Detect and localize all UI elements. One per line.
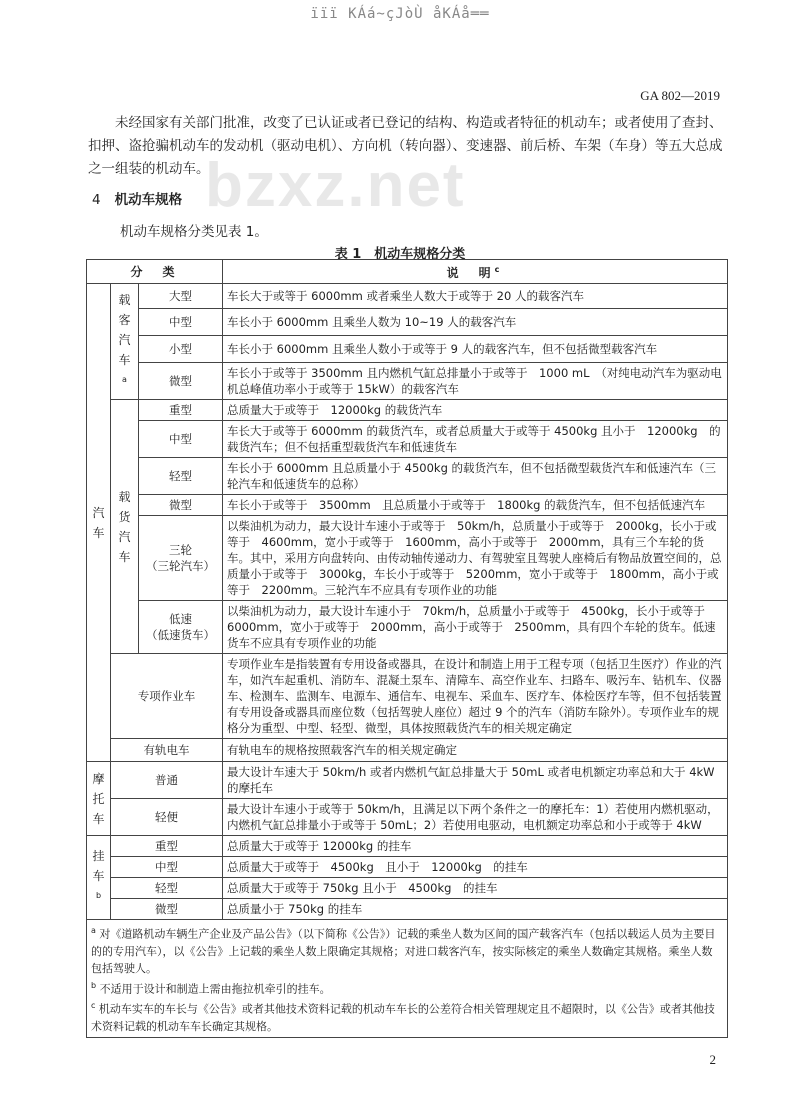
row-type-line1: 三轮: [169, 543, 192, 557]
table-header-row: [87, 260, 728, 284]
vertical-char: 载: [118, 293, 131, 307]
group-moto-label: [87, 769, 110, 829]
group-passenger: [111, 284, 139, 400]
vertical-char: 汽: [118, 333, 131, 347]
group-passenger-note: a: [122, 375, 127, 384]
table-row: [87, 799, 728, 836]
standard-number: GA 802—2019: [640, 88, 720, 103]
group-auto-label: [87, 503, 110, 543]
row-type: 重型: [111, 836, 223, 857]
footnote-a: [91, 922, 723, 977]
row-type: 重型: [139, 400, 223, 421]
section-heading: [92, 188, 182, 208]
table-row: [87, 400, 728, 421]
intro-paragraph: 未经国家有关部门批准，改变了已认证或者已登记的结构、构造或者特征的机动车；或者使用了查封、扣押、盗抢骗机动车的发动机（驱动电机）、方向机（转向器）、变速器、前后桥、车架（车身）等五大总成之一组装的机动车。: [88, 115, 723, 177]
vertical-char: 汽: [118, 529, 131, 544]
footnote-text: 对《道路机动车辆生产企业及产品公告》（以下简称《公告》）记载的乘坐人数为区间的国产载客汽车（包括以载运人员为主要目的的专用汽车），以《公告》上记载的乘坐人数上限确定其规格；对进口载客汽车，按实际核定的乘坐人数确定其规格。乘坐人数包括驾驶人。: [91, 927, 716, 975]
row-desc: 车长小于 6000mm 且乘坐人数为 10~19 人的载客汽车: [223, 309, 728, 336]
group-auto: [87, 284, 111, 762]
table-row: [87, 762, 728, 799]
row-desc: 总质量大于或等于 4500kg 且小于 12000kg 的挂车: [223, 857, 728, 878]
footnotes-row: [87, 920, 728, 1038]
spec-table: [86, 259, 728, 1038]
group-trailer-label: [87, 846, 110, 886]
table-row: [87, 284, 728, 309]
vertical-char: 托: [92, 791, 105, 806]
footnotes: [87, 920, 728, 1038]
vertical-char: 车: [92, 811, 105, 826]
vertical-char: 客: [118, 313, 131, 327]
row-type: 微型: [139, 495, 223, 516]
group-moto: [87, 762, 111, 836]
row-type: [139, 601, 223, 654]
vertical-char: 挂: [92, 849, 105, 863]
row-type: 轻型: [139, 458, 223, 495]
table-row: [87, 899, 728, 920]
vertical-char: 车: [92, 525, 105, 540]
row-desc: 最大设计车速小于或等于 50km/h，且满足以下两个条件之一的摩托车：1）若使用内燃机驱动，内燃机气缸总排量小于或等于 50mL；2）若使用电驱动，电机额定功率总和小于或等于 4kW: [223, 799, 728, 836]
row-type: 轻便: [111, 799, 223, 836]
row-type: 有轨电车: [111, 739, 223, 762]
table-row: [87, 363, 728, 400]
footnote-text: 不适用于设计和制造上需由拖拉机牵引的挂车。: [99, 982, 331, 996]
table-row: [87, 336, 728, 363]
row-desc: 车长小于或等于 3500mm 且内燃机气缸总排量小于或等于 1000 mL （对纯电动汽车为驱动电机总峰值功率小于或等于 15kW）的载客汽车: [223, 363, 728, 400]
header-desc-note: c: [494, 265, 504, 274]
footnote-mark: a: [91, 926, 96, 935]
footnote-c: [91, 997, 723, 1035]
row-desc: 车长小于 6000mm 且总质量小于 4500kg 的载货汽车，但不包括微型载货汽车和低速汽车（三轮汽车和低速货车的总称）: [223, 458, 728, 495]
table-row: [87, 516, 728, 601]
table-row: [87, 458, 728, 495]
table-row: [87, 309, 728, 336]
group-trailer-note: b: [95, 891, 102, 900]
page-number: 2: [709, 1052, 716, 1067]
garbled-header: ïïï KÁá~çJòÙ åKÁå══: [310, 6, 490, 22]
header-desc: [223, 260, 728, 284]
row-type-line2: （低速货车）: [146, 628, 215, 642]
table-row: [87, 495, 728, 516]
row-desc: 车长小于或等于 3500mm 且总质量小于或等于 1800kg 的载货汽车，但不包括低速汽车: [223, 495, 728, 516]
row-type: 微型: [139, 363, 223, 400]
row-desc: 车长大于或等于 6000mm 或者乘坐人数大于或等于 20 人的载客汽车: [223, 284, 728, 309]
row-type: [139, 516, 223, 601]
table-row: [87, 836, 728, 857]
section-number: 4: [92, 192, 101, 208]
group-cargo-label: [111, 487, 138, 567]
footnote-mark: c: [91, 1001, 96, 1011]
group-trailer: [87, 836, 111, 920]
table-row: [87, 601, 728, 654]
row-desc: 车长大于或等于 6000mm 的载货汽车，或者总质量大于或等于 4500kg 且小于 12000kg 的载货汽车；但不包括重型载货汽车和低速货车: [223, 421, 728, 458]
row-type: 中型: [111, 857, 223, 878]
section-text: 机动车规格分类见表 1。: [120, 224, 268, 240]
footnote-b: [91, 977, 723, 998]
vertical-char: 汽: [92, 505, 105, 520]
row-type: 轻型: [111, 878, 223, 899]
header-desc-label: 说 明: [446, 266, 495, 280]
vertical-char: 载: [118, 489, 131, 504]
section-title: 机动车规格: [114, 192, 183, 208]
vertical-char: 车: [118, 549, 131, 564]
table-row: [87, 878, 728, 899]
header-category: 分 类: [87, 260, 223, 284]
row-type: 普通: [111, 762, 223, 799]
group-cargo: [111, 400, 139, 654]
footnote-text: 机动车实车的车长与《公告》或者其他技术资料记载的机动车车长的公差符合相关管理规定且不超限时，以《公告》或者其他技术资料记载的机动车车长确定其规格。: [91, 1002, 715, 1033]
row-desc: 总质量大于或等于 750kg 且小于 4500kg 的挂车: [223, 878, 728, 899]
row-type: 中型: [139, 421, 223, 458]
group-passenger-label: [111, 290, 138, 370]
row-type-line2: （三轮汽车）: [146, 559, 215, 573]
table-row: [87, 421, 728, 458]
vertical-char: 摩: [92, 771, 105, 786]
row-desc: 以柴油机为动力，最大设计车速小于 70km/h，总质量小于或等于 4500kg，长小于或等于 6000mm，宽小于或等于 2000mm，高小于或等于 2500mm，具有四个车轮的货车。低速货车不应具有专项作业的功能: [223, 601, 728, 654]
table-row: [87, 654, 728, 739]
vertical-char: 车: [92, 869, 105, 883]
row-desc: 最大设计车速大于 50km/h 或者内燃机气缸总排量大于 50mL 或者电机额定功率总和大于 4kW 的摩托车: [223, 762, 728, 799]
row-type: 专项作业车: [111, 654, 223, 739]
row-desc: 专项作业车是指装置有专用设备或器具，在设计和制造上用于工程专项（包括卫生医疗）作业的汽车，如汽车起重机、消防车、混凝土泵车、清障车、高空作业车、扫路车、吸污车、钻机车、仪器车、检测车、监测车、电源车、通信车、电视车、采血车、医疗车、体检医疗车等，但不包括装置有专用设备或器具而座位数（包括驾驶人座位）超过 9 个的汽车（消防车除外）。专项作业车的规格分为重型、中型、轻型、微型，具体按照载货汽车的相关规定确定: [223, 654, 728, 739]
row-type: 大型: [139, 284, 223, 309]
row-type: 微型: [111, 899, 223, 920]
row-desc: 总质量大于或等于 12000kg 的挂车: [223, 836, 728, 857]
table-row: [87, 857, 728, 878]
row-desc: 有轨电车的规格按照载客汽车的相关规定确定: [223, 739, 728, 762]
row-type: 小型: [139, 336, 223, 363]
row-desc: 总质量大于或等于 12000kg 的载货汽车: [223, 400, 728, 421]
row-type-line1: 低速: [169, 612, 192, 626]
table-caption: 表 1 机动车规格分类: [334, 247, 466, 262]
row-desc: 总质量小于 750kg 的挂车: [223, 899, 728, 920]
row-desc: 以柴油机为动力，最大设计车速小于或等于 50km/h，总质量小于或等于 2000kg，长小于或等于 4600mm，宽小于或等于 1600mm，高小于或等于 2000mm，具有三个车轮的货车。其中，采用方向盘转向、由传动轴传递动力、有驾驶室且驾驶人座椅后有物品放置空间的，总质量小于或等于 3000kg，车长小于或等于 5200mm，宽小于或等于 1800mm，高小于或等于 2200mm。三轮汽车不应具有专项作业的功能: [223, 516, 728, 601]
vertical-char: 货: [118, 509, 131, 524]
table-row: [87, 739, 728, 762]
row-type: 中型: [139, 309, 223, 336]
footnote-mark: b: [91, 980, 97, 990]
row-desc: 车长小于 6000mm 且乘坐人数小于或等于 9 人的载客汽车，但不包括微型载客汽车: [223, 336, 728, 363]
watermark: bzxz.net: [205, 151, 466, 220]
vertical-char: 车: [118, 353, 131, 367]
